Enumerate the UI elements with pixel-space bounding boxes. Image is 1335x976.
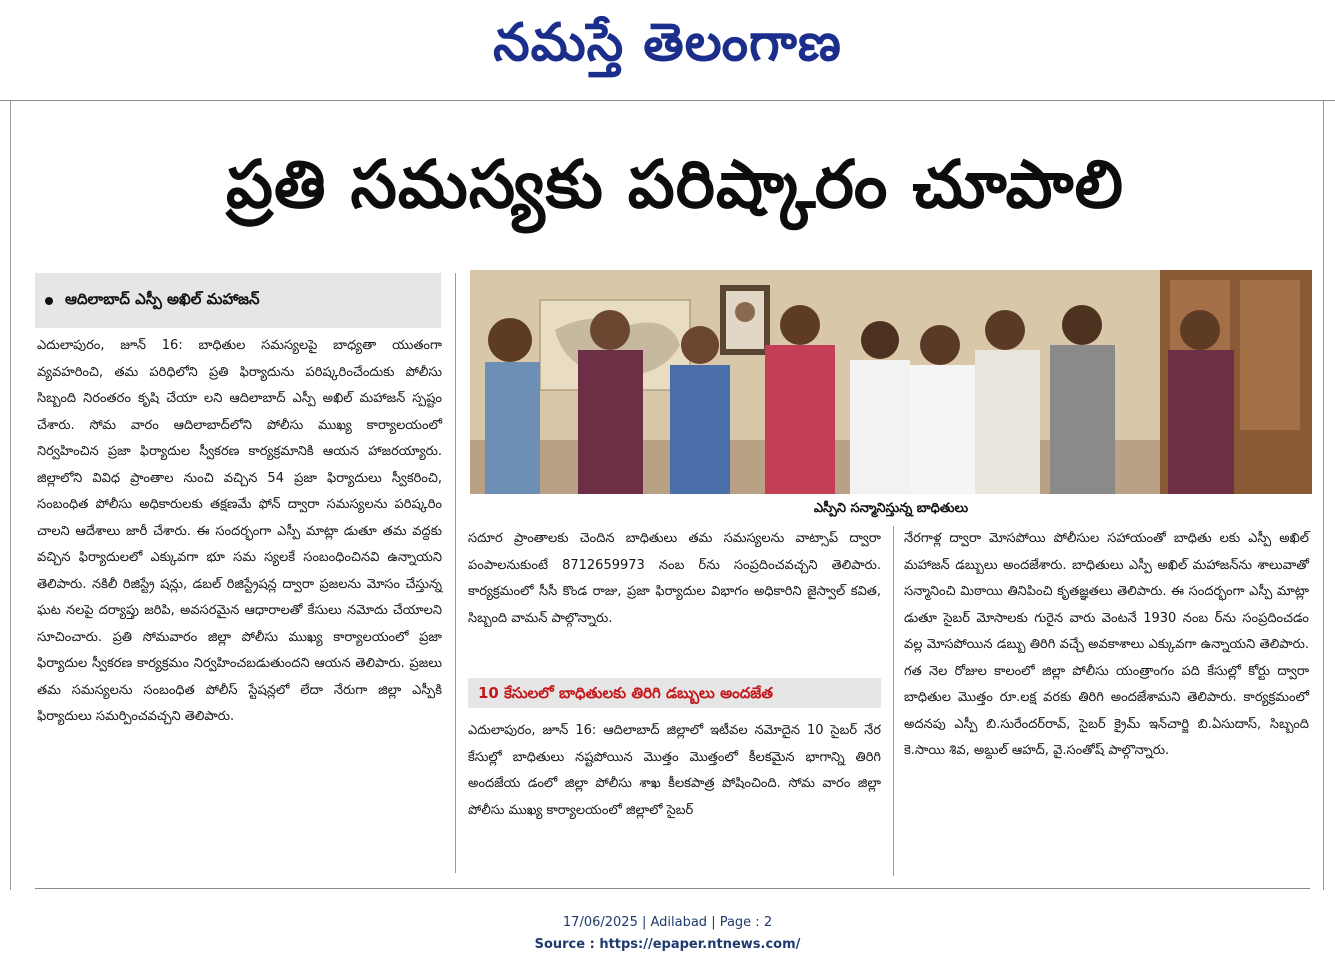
byline-text: ఆదిలాబాద్ ఎస్పీ అఖిల్ మహాజన్ (65, 289, 260, 308)
footer-source-label: Source : (534, 937, 600, 952)
left-border (10, 100, 11, 890)
footer-date-edition: 17/06/2025 | Adilabad | Page : 2 (562, 915, 773, 930)
article-column-2 (468, 526, 881, 632)
photo-caption: ఎస్పీని సన్మానిస్తున్న బాధితులు (813, 501, 969, 516)
bullet-icon (45, 297, 53, 305)
byline (35, 273, 441, 328)
bottom-rule (35, 888, 1310, 889)
column-divider (455, 273, 456, 873)
footer (0, 912, 1335, 956)
subheading: 10 కేసులలో బాధితులకు తిరిగి డబ్బులు అందజేత (468, 678, 881, 708)
article-column-2-continued (468, 718, 881, 824)
column-2-text: సదూర ప్రాంతాలకు చెందిన బాధితులు తమ సమస్యలను వాట్సాప్ ద్వారా పంపాలనుకుంటే 8712659973 నంబ ర్‌ను సంప్రదించవచ్చని తెలిపారు. కార్యక్రమంలో సీసీ కొండ రాజు, ప్రజా ఫిర్యాదుల విభాగం అధికారిని జైస్వాల్ కవిత, సిబ్బంది వామన్ పాల్గొన్నారు. (468, 531, 881, 626)
masthead-logo: నమస్తే తెలంగాణ (493, 12, 842, 73)
news-photo (470, 270, 1312, 494)
column-2b-text: ఎదులాపురం, జూన్ 16: ఆదిలాబాద్ జిల్లాలో ఇటీవల నమోదైన 10 సైబర్ నేర కేసుల్లో బాధితులు నష్టపోయిన మొత్తం మొత్తంలో కీలకమైన భాగాన్ని తిరిగి అందజేయ డంలో జిల్లా పోలీసు శాఖ కీలకపాత్ర పోషించింది. సోమ వారం జిల్లా పోలీసు ముఖ్య కార్యాలయంలో జిల్లాలో సైబర్ (468, 723, 881, 818)
headline: ప్రతి సమస్యకు పరిష్కారం చూపాలి (226, 146, 1124, 223)
column-1-text: ఎదులాపురం, జూన్ 16: బాధితుల సమస్యలపై బాధ్యతా యుతంగా వ్యవహరించి, తమ పరిధిలోని ప్రతి ఫిర్యాదును పరిష్కరించేందుకు పోలీసు సిబ్బంది నిరంతరం కృషి చేయా లని ఆదిలాబాద్ ఎస్పీ అఖిల్ మహాజన్ స్పష్టం చేశారు. సోమ వారం ఆదిలాబాద్‌లోని పోలీసు ముఖ్య కార్యాలయంలో నిర్వహించిన ప్రజా ఫిర్యాదుల స్వీకరణ కార్యక్రమానికి ఆయన హాజరయ్యారు. జిల్లాలోని వివిధ ప్రాంతాల నుంచి వచ్చిన 54 ప్రజా ఫిర్యాదులు స్వీకరించి, సంబంధిత పోలీసు అధికారులకు తక్షణమే ఫోన్ ద్వారా సమస్యలను పరిష్కరిం చాలని ఆదేశాలు జారీ చేశారు. ఈ సందర్భంగా ఎస్పీ మాట్లా డుతూ తమ వద్దకు వచ్చిన ఫిర్యాదులలో ఎక్కువగా భూ సమ స్యలకే సంబంధించినవి ఉన్నాయని తెలిపారు. నకిలీ రిజిస్ట్రే షన్లు, డబల్ రిజిస్ట్రేషన్ల ద్వారా ప్రజలను మోసం చేస్తున్న ఘట నలపై దర్యాప్తు జరిపి, అవసరమైన ఆధారాలతో కేసులు నమోదు చేయాలని సూచించారు. ప్రతి సోమవారం జిల్లా పోలీసు ముఖ్య కార్యాలయంలో ప్రజా ఫిర్యాదుల స్వీకరణ కార్యక్రమం నిర్వహించబడుతుందని ఆయన తెలిపారు. ప్రజలు తమ సమస్యలను సంబంధిత పోలీస్ స్టేషన్లలో లేదా నేరుగా జిల్లా ఎస్పీకి ఫిర్యాదులు సమర్పించవచ్చని తెలిపారు. (37, 338, 442, 724)
photo-illustration (470, 270, 1312, 494)
top-rule (0, 100, 1335, 101)
footer-source-link[interactable]: https://epaper.ntnews.com/ (599, 937, 801, 952)
column-divider-2 (893, 526, 894, 876)
column-3-text: నేరగాళ్ల ద్వారా మోసపోయి పోలీసుల సహాయంతో బాధితు లకు ఎస్పీ అఖిల్ మహాజన్ డబ్బులు అందజేశారు. బాధితులు ఎస్పీ అఖిల్ మహాజన్‌ను శాలువాతో సన్మానించి మిఠాయి తినిపించి కృతజ్ఞతలు తెలిపారు. ఈ సందర్భంగా ఎస్పీ మాట్లా డుతూ సైబర్ మోసాలకు గురైన వారు వెంటనే 1930 నంబ ర్‌ను సంప్రదించడం వల్ల మోసపోయిన డబ్బు తిరిగి వచ్చే అవకాశాలు ఎక్కువగా ఉన్నాయని తెలిపారు. గత నెల రోజుల కాలంలో జిల్లా పోలీసు యంత్రాంగం పది కేసుల్లో కోర్టు ద్వారా బాధితుల మొత్తం రూ.లక్ష వరకు తిరిగి అందజేశామని తెలిపారు. కార్యక్రమంలో అదనపు ఎస్పీ బి.సురేందర్‌రావ్, సైబర్ క్రైమ్ ఇన్‌చార్జి బి.ఏసుదాస్, సిబ్బంది కె.సాయి శివ, అబ్దుల్ ఆహద్, వై.సంతోష్ పాల్గొన్నారు. (904, 531, 1309, 758)
article-column-1 (37, 333, 442, 731)
article-column-3 (904, 526, 1309, 765)
right-border (1323, 100, 1324, 890)
footer-source (0, 934, 1335, 956)
